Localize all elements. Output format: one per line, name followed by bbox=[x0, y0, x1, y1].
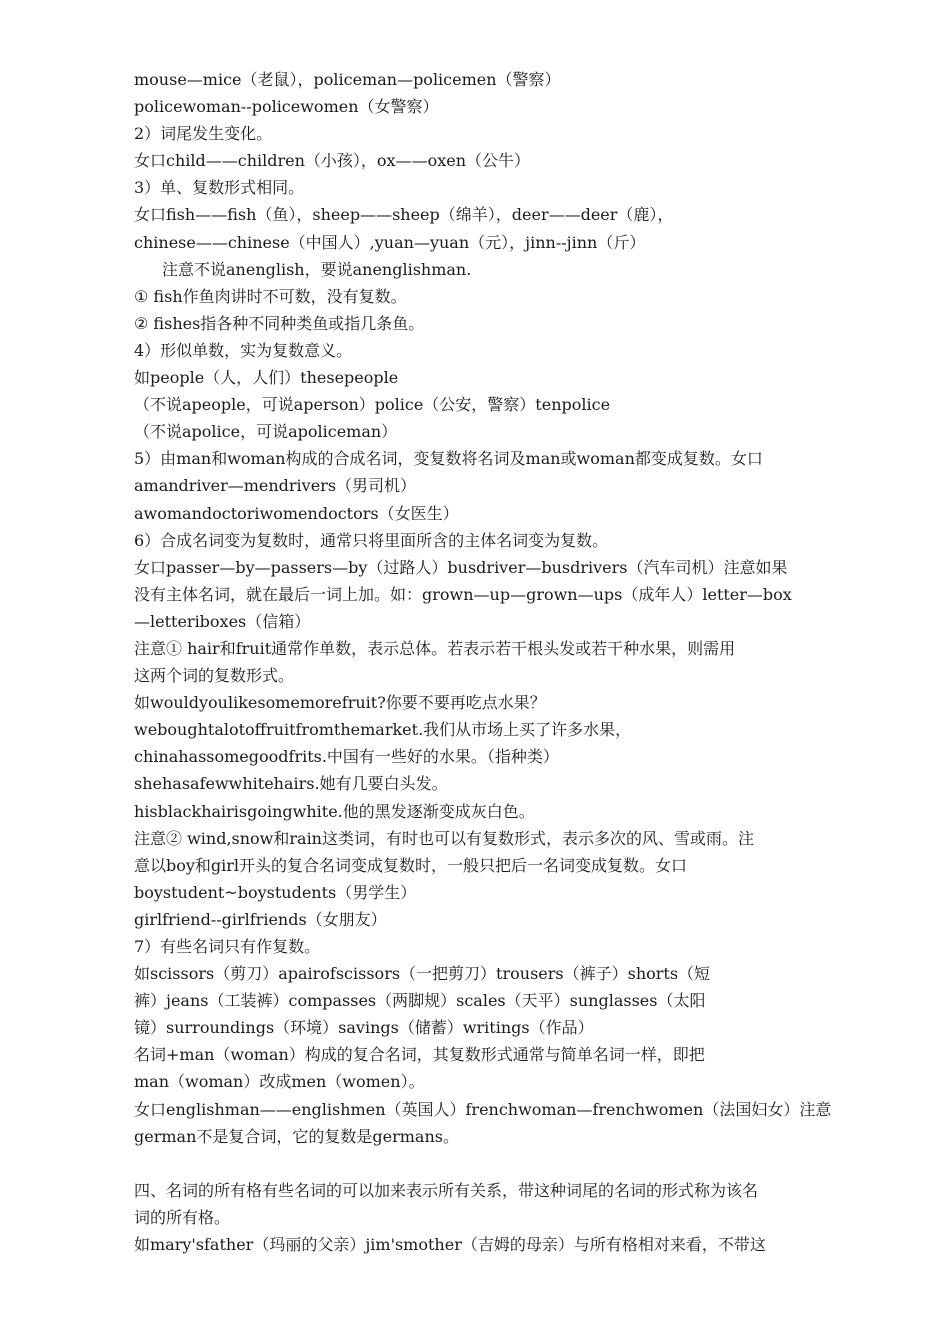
text-line: girlfriend--girlfriends（女朋友） bbox=[134, 909, 387, 929]
text-line: 如wouldyoulikesomemorefruit?你要不要再吃点水果？ bbox=[134, 693, 546, 713]
text-line: chinese——chinese（中国人）,yuan—yuan（元），jinn--jinn（斤） bbox=[134, 232, 646, 252]
text-line: 注意① hair和fruit通常作单数，表示总体。若表示若干根头发或若干种水果，则需用 bbox=[134, 638, 736, 658]
text-line: —letteriboxes（信箱） bbox=[134, 611, 311, 631]
text-line: policewoman--policewomen（女警察） bbox=[134, 97, 439, 117]
text-line: 5）由man和woman构成的合成名词，变复数将名词及man或woman都变成复数。女口 bbox=[134, 449, 763, 469]
text-line: 名词+man（woman）构成的复合名词，其复数形式通常与简单名词一样，即把 bbox=[134, 1045, 705, 1065]
text-line: man（woman）改成men（women）。 bbox=[134, 1072, 425, 1092]
text-line: german不是复合词，它的复数是germans。 bbox=[134, 1126, 459, 1146]
text-line: 这两个词的复数形式。 bbox=[134, 666, 295, 686]
text-line: chinahassomegoodfrits.中国有一些好的水果。（指种类） bbox=[134, 747, 559, 767]
text-line: 词的所有格。 bbox=[134, 1207, 231, 1227]
text-line: amandriver—mendrivers（男司机） bbox=[134, 476, 417, 496]
text-line: 没有主体名词，就在最后一词上加。如：grown—up—grown—ups（成年人）letter—box bbox=[134, 584, 792, 604]
text-line: boystudent~boystudents（男学生） bbox=[134, 882, 417, 902]
text-line bbox=[134, 1150, 894, 1177]
text-line: 女口englishman——englishmen（英国人）frenchwoman—frenchwomen（法国妇女）注意 bbox=[134, 1099, 832, 1119]
text-line: 如people（人，人们）thesepeople bbox=[134, 368, 399, 388]
text-line: ② fishes指各种不同种类鱼或指几条鱼。 bbox=[134, 313, 425, 333]
text-line: 四、名词的所有格有些名词的可以加来表示所有关系，带这种词尾的名词的形式称为该名 bbox=[134, 1180, 759, 1200]
text-line: 裤）jeans（工装裤）compasses（两脚规）scales（天平）sunglasses（太阳 bbox=[134, 991, 706, 1011]
text-line: awomandoctoriwomendoctors（女医生） bbox=[134, 503, 459, 523]
text-line: 女口fish——fish（鱼），sheep——sheep（绵羊），deer——deer（鹿）， bbox=[134, 205, 674, 225]
text-line: 注意② wind,snow和rain这类词，有时也可以有复数形式，表示多次的风、雪或雨。注 bbox=[134, 828, 754, 848]
text-line: （不说apolice，可说apoliceman） bbox=[134, 422, 398, 442]
text-line: 意以boy和girl开头的复合名词变成复数时，一般只把后一名词变成复数。女口 bbox=[134, 855, 688, 875]
text-line: （不说apeople，可说aperson）police（公安，警察）tenpolice bbox=[134, 395, 611, 415]
text-line: shehasafewwhitehairs.她有几要白头发。 bbox=[134, 774, 448, 794]
text-line: mouse—mice（老鼠），policeman—policemen（警察） bbox=[134, 70, 561, 89]
text-line: 4）形似单数，实为复数意义。 bbox=[134, 340, 353, 360]
text-line: 2）词尾发生变化。 bbox=[134, 124, 273, 144]
text-line: 如scissors（剪刀）apairofscissors（一把剪刀）trousers（裤子）shorts（短 bbox=[134, 964, 711, 984]
text-line: 6）合成名词变为复数时，通常只将里面所含的主体名词变为复数。 bbox=[134, 530, 609, 550]
text-line: hisblackhairisgoingwhite.他的黑发逐渐变成灰白色。 bbox=[134, 801, 535, 821]
text-line: 3）单、复数形式相同。 bbox=[134, 178, 305, 198]
text-line: ① fish作鱼肉讲时不可数，没有复数。 bbox=[134, 286, 407, 306]
text-line: 女口child——children（小孩），ox——oxen（公牛） bbox=[134, 151, 530, 171]
text-line: weboughtalotoffruitfromthemarket.我们从市场上买了许多水果， bbox=[134, 720, 632, 740]
text-line: 7）有些名词只有作复数。 bbox=[134, 937, 321, 956]
text-line: 注意不说anenglish，要说anenglishman. bbox=[162, 259, 472, 279]
text-line: 女口passer—by—passers—by（过路人）busdriver—busdrivers（汽车司机）注意如果 bbox=[134, 557, 788, 577]
document-body bbox=[134, 66, 894, 1258]
text-line: 镜）surroundings（环境）savings（储蓄）writings（作品） bbox=[134, 1018, 594, 1038]
text-line: 如mary'sfather（玛丽的父亲）jim'smother（吉姆的母亲）与所有格相对来看，不带这 bbox=[134, 1235, 766, 1255]
